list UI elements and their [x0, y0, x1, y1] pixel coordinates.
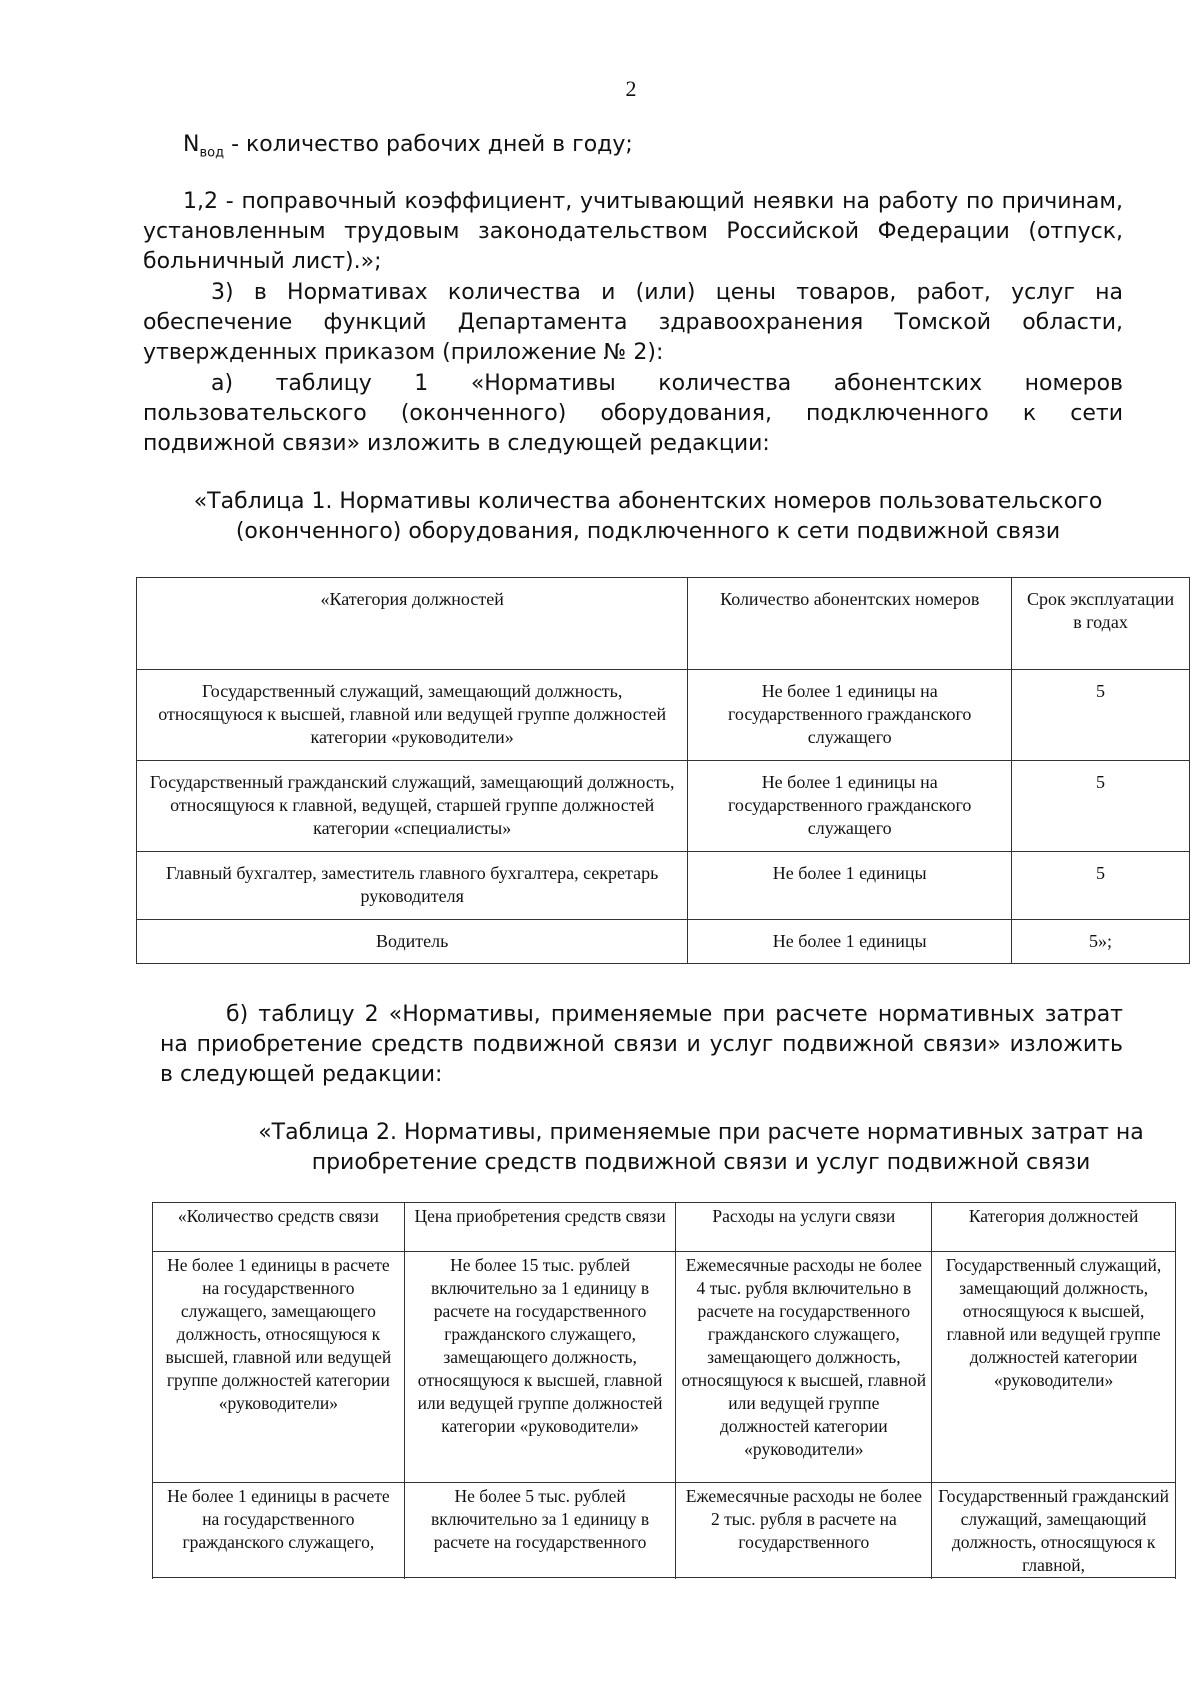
table-cell: 5 — [1012, 852, 1190, 920]
page-number: 2 — [625, 76, 637, 101]
table1-caption: «Таблица 1. Нормативы количества абонентских номеров пользовательского (оконченного) оборудования, подключенного к сети подвижной связи — [193, 489, 1103, 544]
table1-header-cell: «Категория должностей — [137, 578, 688, 670]
table-cell: Не более 5 тыс. рублей включительно за 1 единицу в расчете на государственного — [404, 1483, 676, 1579]
item-b-paragraph: б) таблицу 2 «Нормативы, применяемые при расчете нормативных затрат на приобретение средств подвижной связи и услуг подвижной связи» изложить в следующей редакции: — [160, 1002, 1123, 1087]
table2-caption: «Таблица 2. Нормативы, применяемые при расчете нормативных затрат на приобретение средств подвижной связи и услуг подвижной связи — [258, 1120, 1144, 1175]
table-cell: Государственный гражданский служащий, замещающий должность, относящуюся к главной, — [932, 1483, 1176, 1579]
table-row — [137, 852, 1190, 920]
coefficient-paragraph: 1,2 - поправочный коэффициент, учитывающий неявки на работу по причинам, установленным трудовым законодательством Российской Федерации (отпуск, больничный лист).»; — [143, 189, 1123, 274]
table-cell: Не более 1 единицы на государственного гражданского служащего — [688, 670, 1012, 761]
table-cell: Не более 1 единицы — [688, 920, 1012, 964]
table-cell: Не более 1 единицы в расчете на государственного служащего, замещающего должность, относящуюся к высшей, главной или ведущей группе должностей категории «руководители» — [153, 1252, 405, 1483]
table-cell: Главный бухгалтер, заместитель главного бухгалтера, секретарь руководителя — [137, 852, 688, 920]
table-cell: 5»; — [1012, 920, 1190, 964]
item3-paragraph: 3) в Нормативах количества и (или) цены товаров, работ, услуг на обеспечение функций Департамента здравоохранения Томской области, утвержденных приказом (приложение № 2): — [143, 280, 1123, 365]
table1-header-cell: Срок эксплуатации в годах — [1012, 578, 1190, 670]
nvod-symbol: N — [183, 132, 200, 157]
table-cell: Государственный служащий, замещающий должность, относящуюся к высшей, главной или ведущей группе должностей категории «руководители» — [137, 670, 688, 761]
nvod-definition — [183, 130, 1083, 168]
item-a-paragraph: а) таблицу 1 «Нормативы количества абонентских номеров пользовательского (оконченного) оборудования, подключенного к сети подвижной связи» изложить в следующей редакции: — [143, 371, 1123, 456]
table2-bottom-rule — [152, 1577, 1176, 1578]
table-cell: 5 — [1012, 761, 1190, 852]
table2-header-cell: Категория должностей — [932, 1203, 1176, 1252]
table1-header-cell: Количество абонентских номеров — [688, 578, 1012, 670]
table-cell: Не более 1 единицы в расчете на государственного гражданского служащего, — [153, 1483, 405, 1579]
table-row — [153, 1252, 1176, 1483]
table-row — [137, 920, 1190, 964]
nvod-text: - количество рабочих дней в году; — [224, 132, 633, 157]
table-cell: Ежемесячные расходы не более 2 тыс. рубля в расчете на государственного — [676, 1483, 932, 1579]
table-cell: Государственный гражданский служащий, замещающий должность, относящуюся к главной, ведущей, старшей группе должностей категории «специалисты» — [137, 761, 688, 852]
table-cell: Не более 1 единицы — [688, 852, 1012, 920]
table-row — [137, 670, 1190, 761]
nvod-subscript: вод — [199, 145, 225, 161]
table2-header-row — [153, 1203, 1176, 1252]
table-cell: Не более 1 единицы на государственного гражданского служащего — [688, 761, 1012, 852]
table2-header-cell: «Количество средств связи — [153, 1203, 405, 1252]
table2 — [152, 1202, 1176, 1579]
table-row — [137, 761, 1190, 852]
table2-header-cell: Цена приобретения средств связи — [404, 1203, 676, 1252]
table2-header-cell: Расходы на услуги связи — [676, 1203, 932, 1252]
table1-header-row — [137, 578, 1190, 670]
table-cell: Государственный служащий, замещающий должность, относящуюся к высшей, главной или ведущей группе должностей категории «руководители» — [932, 1252, 1176, 1483]
table-cell: Водитель — [137, 920, 688, 964]
table-row — [153, 1483, 1176, 1579]
table-cell: Не более 15 тыс. рублей включительно за 1 единицу в расчете на государственного гражданского служащего, замещающего должность, относящуюся к высшей, главной или ведущей группе должностей категории «руководители» — [404, 1252, 676, 1483]
table1 — [136, 577, 1190, 964]
table-cell: 5 — [1012, 670, 1190, 761]
table-cell: Ежемесячные расходы не более 4 тыс. рубля включительно в расчете на государственного гражданского служащего, замещающего должность, относящуюся к высшей, главной или ведущей группе должностей категории «руководители» — [676, 1252, 932, 1483]
